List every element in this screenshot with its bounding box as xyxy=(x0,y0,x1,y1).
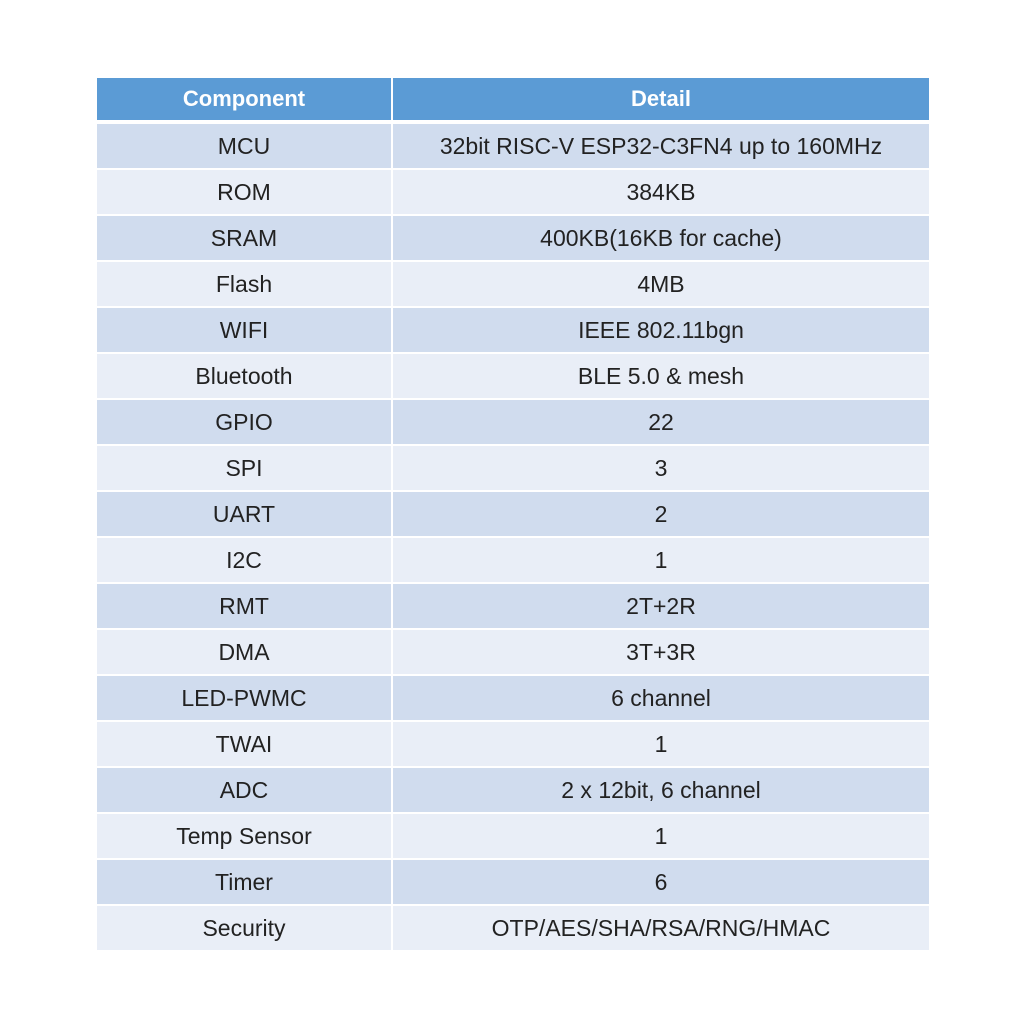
table-row xyxy=(97,860,929,906)
detail-cell: 1 xyxy=(391,722,929,768)
detail-cell: 1 xyxy=(391,814,929,860)
table-row xyxy=(97,354,929,400)
table-row xyxy=(97,814,929,860)
component-cell: Bluetooth xyxy=(97,354,391,400)
component-cell: SPI xyxy=(97,446,391,492)
detail-cell: 384KB xyxy=(391,170,929,216)
header-component: Component xyxy=(97,78,391,124)
detail-cell: 6 channel xyxy=(391,676,929,722)
detail-cell: BLE 5.0 & mesh xyxy=(391,354,929,400)
table-header xyxy=(97,78,929,124)
component-cell: WIFI xyxy=(97,308,391,354)
table-row xyxy=(97,262,929,308)
detail-cell: 2 x 12bit, 6 channel xyxy=(391,768,929,814)
spec-table xyxy=(97,78,929,952)
table-row xyxy=(97,216,929,262)
table-row xyxy=(97,768,929,814)
table-row xyxy=(97,492,929,538)
table-row xyxy=(97,722,929,768)
component-cell: UART xyxy=(97,492,391,538)
component-cell: TWAI xyxy=(97,722,391,768)
component-cell: ADC xyxy=(97,768,391,814)
detail-cell: IEEE 802.11bgn xyxy=(391,308,929,354)
component-cell: I2C xyxy=(97,538,391,584)
component-cell: SRAM xyxy=(97,216,391,262)
table-row xyxy=(97,446,929,492)
component-cell: ROM xyxy=(97,170,391,216)
detail-cell: 1 xyxy=(391,538,929,584)
table-row xyxy=(97,906,929,952)
table-row xyxy=(97,676,929,722)
table-row xyxy=(97,170,929,216)
table-row xyxy=(97,630,929,676)
detail-cell: 400KB(16KB for cache) xyxy=(391,216,929,262)
table-row xyxy=(97,584,929,630)
component-cell: DMA xyxy=(97,630,391,676)
table-row xyxy=(97,538,929,584)
detail-cell: 32bit RISC-V ESP32-C3FN4 up to 160MHz xyxy=(391,124,929,170)
component-cell: RMT xyxy=(97,584,391,630)
component-cell: GPIO xyxy=(97,400,391,446)
component-cell: Timer xyxy=(97,860,391,906)
detail-cell: 22 xyxy=(391,400,929,446)
detail-cell: 3 xyxy=(391,446,929,492)
table-row xyxy=(97,400,929,446)
component-cell: Flash xyxy=(97,262,391,308)
table-row xyxy=(97,308,929,354)
detail-cell: 4MB xyxy=(391,262,929,308)
component-cell: MCU xyxy=(97,124,391,170)
table-body xyxy=(97,124,929,952)
header-detail: Detail xyxy=(391,78,929,124)
detail-cell: OTP/AES/SHA/RSA/RNG/HMAC xyxy=(391,906,929,952)
detail-cell: 6 xyxy=(391,860,929,906)
detail-cell: 3T+3R xyxy=(391,630,929,676)
component-cell: Temp Sensor xyxy=(97,814,391,860)
detail-cell: 2T+2R xyxy=(391,584,929,630)
detail-cell: 2 xyxy=(391,492,929,538)
component-cell: Security xyxy=(97,906,391,952)
component-cell: LED-PWMC xyxy=(97,676,391,722)
table-row xyxy=(97,124,929,170)
header-row xyxy=(97,78,929,124)
